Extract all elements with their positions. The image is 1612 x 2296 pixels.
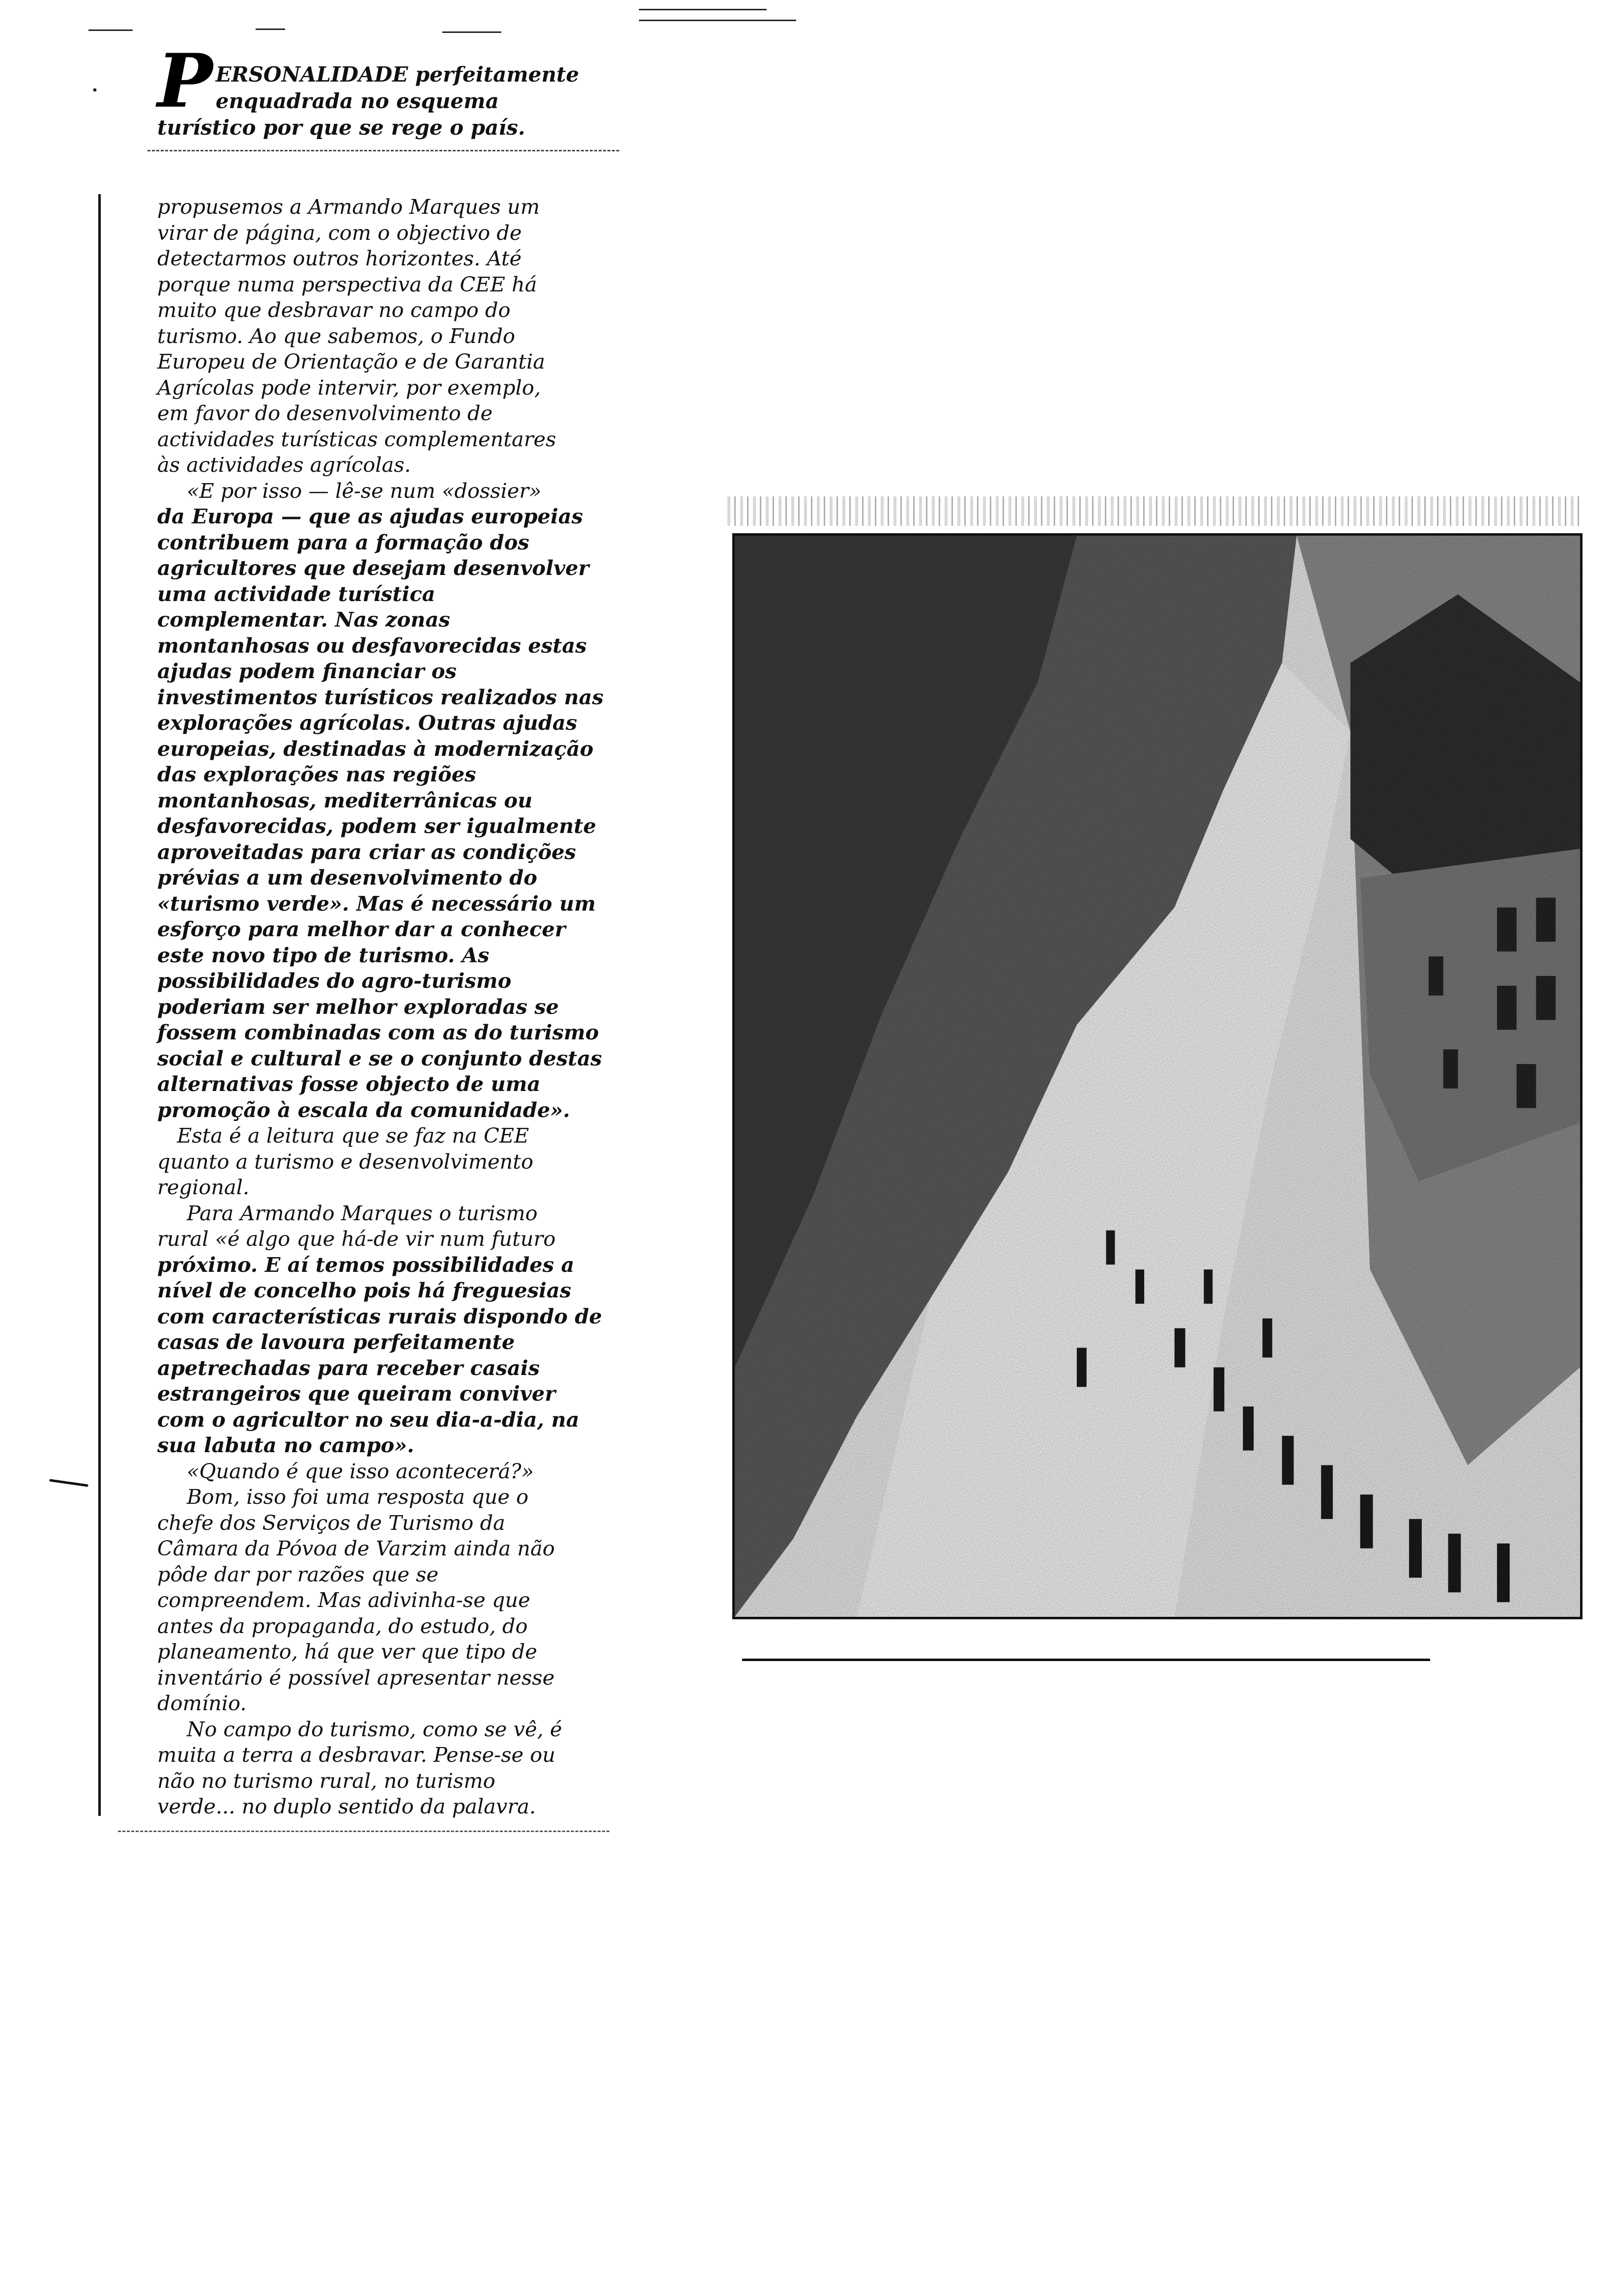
text-line: «turismo verde». Mas é necessário um xyxy=(157,891,596,916)
text-line: estrangeiros que queiram conviver xyxy=(157,1381,556,1406)
text-line: regional. xyxy=(157,1175,250,1199)
text-line: domínio. xyxy=(157,1691,247,1715)
text-line: fossem combinadas com as do turismo xyxy=(157,1020,599,1044)
text-line: sua labuta no campo». xyxy=(157,1433,414,1457)
text-line: montanhosas, mediterrânicas ou xyxy=(157,788,533,812)
scan-speck xyxy=(639,20,796,21)
paragraph xyxy=(157,1201,619,1459)
text-line: No campo do turismo, como se vê, é xyxy=(187,1717,562,1741)
text-line: das explorações nas regiões xyxy=(157,762,476,786)
text-line: prévias a um desenvolvimento do xyxy=(157,865,538,890)
scan-speck xyxy=(256,29,285,30)
text-line: actividades turísticas complementares xyxy=(157,427,556,451)
margin-mark xyxy=(49,1479,88,1487)
article-body xyxy=(157,194,619,1820)
photo-rule xyxy=(742,1659,1430,1661)
street-photo xyxy=(732,533,1583,1619)
text-line: poderiam ser melhor exploradas se xyxy=(157,994,559,1019)
text-line: quanto a turismo e desenvolvimento xyxy=(157,1149,534,1174)
column-rule xyxy=(98,194,101,1816)
text-line: Para Armando Marques o turismo xyxy=(187,1201,538,1225)
text-line: com características rurais dispondo de xyxy=(157,1304,602,1328)
text-line: Esta é a leitura que se faz na CEE xyxy=(177,1123,529,1148)
text-line: social e cultural e se o conjunto destas xyxy=(157,1046,602,1070)
text-line: pôde dar por razões que se xyxy=(157,1562,439,1586)
text-line: próximo. E aí temos possibilidades a xyxy=(157,1252,575,1277)
text-line: Agrícolas pode intervir, por exemplo, xyxy=(157,375,541,400)
text-line: apetrechadas para receber casais xyxy=(157,1355,540,1380)
text-line: Bom, isso foi uma resposta que o xyxy=(187,1485,529,1509)
text-line: detectarmos outros horizontes. Até xyxy=(157,246,522,270)
text-line: alternativas fosse objecto de uma xyxy=(157,1072,541,1096)
text-line: este novo tipo de turismo. As xyxy=(157,943,489,967)
text-line: nível de concelho pois há freguesias xyxy=(157,1278,572,1302)
text-line: muita a terra a desbravar. Pense-se ou xyxy=(157,1743,556,1767)
bottom-divider xyxy=(118,1831,609,1832)
text-line: turismo. Ao que sabemos, o Fundo xyxy=(157,323,516,348)
text-line: aproveitadas para criar as condições xyxy=(157,839,576,864)
paragraph xyxy=(157,1484,619,1717)
text-line: em favor do desenvolvimento de xyxy=(157,401,493,425)
text-line: chefe dos Serviços de Turismo da xyxy=(157,1510,505,1535)
text-line: não no turismo rural, no turismo xyxy=(157,1768,495,1793)
paragraph xyxy=(157,1459,619,1485)
text-line: com o agricultor no seu dia-a-dia, na xyxy=(157,1407,579,1432)
drop-cap: P xyxy=(157,38,213,124)
text-line: às actividades agrícolas. xyxy=(157,453,411,477)
paragraph xyxy=(157,1123,619,1201)
text-line: antes da propaganda, do estudo, do xyxy=(157,1613,528,1638)
text-line: investimentos turísticos realizados nas xyxy=(157,685,604,709)
text-line: propusemos a Armando Marques um xyxy=(157,195,540,219)
village-street-image xyxy=(735,536,1580,1617)
text-line: muito que desbravar no campo do xyxy=(157,298,511,322)
text-line: europeias, destinadas à modernização xyxy=(157,736,594,761)
scan-speck xyxy=(442,31,501,33)
text-line: complementar. Nas zonas xyxy=(157,607,450,631)
text-line: casas de lavoura perfeitamente xyxy=(157,1330,515,1354)
text-line: uma actividade turística xyxy=(157,581,435,606)
text-line: verde... no duplo sentido da palavra. xyxy=(157,1794,536,1818)
text-line: possibilidades do agro-turismo xyxy=(157,969,512,993)
text-line: ajudas podem financiar os xyxy=(157,659,457,683)
quoted-paragraph xyxy=(157,478,619,1123)
text-line: montanhosas ou desfavorecidas estas xyxy=(157,633,587,658)
text-line: Europeu de Orientação e de Garantia xyxy=(157,349,546,373)
text-line: rural «é algo que há-de vir num futuro xyxy=(157,1227,556,1251)
text-line: virar de página, com o objectivo de xyxy=(157,220,522,245)
paragraph xyxy=(157,1717,619,1820)
text-line: Câmara da Póvoa de Varzim ainda não xyxy=(157,1536,555,1560)
text-line: inventário é possível apresentar nesse xyxy=(157,1665,555,1690)
photo-scan-noise xyxy=(727,496,1583,526)
article-lead xyxy=(157,38,609,141)
text-line: contribuem para a formação dos xyxy=(157,530,529,554)
scan-speck xyxy=(88,29,133,31)
text-line: desfavorecidas, podem ser igualmente xyxy=(157,814,597,838)
text-line: promoção à escala da comunidade». xyxy=(157,1097,570,1122)
lead-line: enquadrada no esquema xyxy=(215,89,499,113)
paragraph xyxy=(157,194,619,478)
text-line: «E por isso — lê-se num «dossier» xyxy=(187,478,542,503)
text-line: explorações agrícolas. Outras ajudas xyxy=(157,711,577,735)
text-line: «Quando é que isso acontecerá?» xyxy=(187,1459,534,1483)
text-line: planeamento, há que ver que tipo de xyxy=(157,1639,537,1664)
scan-speck xyxy=(639,9,767,10)
text-line: da Europa — que as ajudas europeias xyxy=(157,504,583,528)
text-line: agricultores que desejam desenvolver xyxy=(157,556,589,580)
header-divider xyxy=(147,150,619,151)
lead-line: ERSONALIDADE perfeitamente xyxy=(215,62,579,86)
text-line: compreendem. Mas adivinha-se que xyxy=(157,1588,530,1612)
text-line: porque numa perspectiva da CEE há xyxy=(157,272,537,296)
scan-speck xyxy=(93,88,96,91)
text-line: esforço para melhor dar a conhecer xyxy=(157,917,566,941)
lead-line: turístico por que se rege o país. xyxy=(157,115,525,140)
